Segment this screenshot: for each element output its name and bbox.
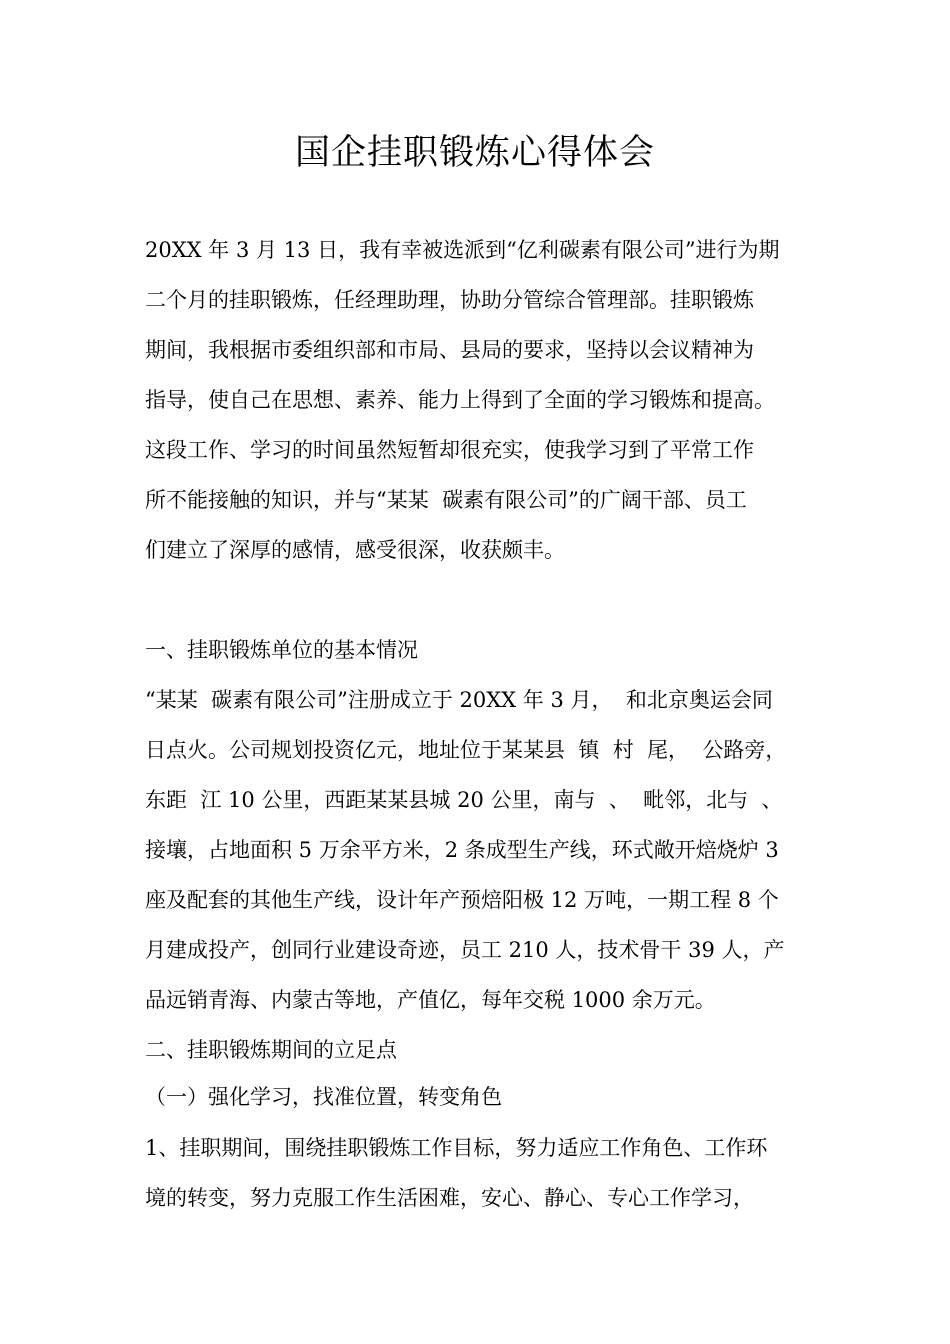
- paragraph-line: 指导，使自己在思想、素养、能力上得到了全面的学习锻炼和提高。: [145, 388, 775, 412]
- section-heading: 二、挂职锻炼期间的立足点: [145, 1038, 397, 1062]
- subsection-heading: （一）强化学习，找准位置，转变角色: [145, 1085, 502, 1109]
- paragraph-line: 座及配套的其他生产线，设计年产预焙阳极 12 万吨，一期工程 8 个: [145, 888, 779, 912]
- paragraph-line: 这段工作、学习的时间虽然短暂却很充实，使我学习到了平常工作: [145, 438, 754, 462]
- paragraph-line: 所不能接触的知识，并与“某某 碳素有限公司”的广阔干部、员工: [145, 488, 747, 512]
- paragraph-line: 品远销青海、内蒙古等地，产值亿，每年交税 1000 余万元。: [145, 988, 716, 1012]
- paragraph-line: 们建立了深厚的感情，感受很深，收获颇丰。: [145, 538, 565, 562]
- paragraph-line: 1、挂职期间，围绕挂职锻炼工作目标，努力适应工作角色、工作环: [145, 1136, 768, 1160]
- paragraph-line: 接壤，占地面积 5 万余平方米，2 条成型生产线，环式敞开焙烧炉 3: [145, 838, 779, 862]
- paragraph-line: 期间，我根据市委组织部和市局、县局的要求，坚持以会议精神为: [145, 338, 754, 362]
- paragraph-line: 20XX 年 3 月 13 日，我有幸被选派到“亿利碳素有限公司”进行为期: [145, 238, 780, 262]
- paragraph-line: 月建成投产，创同行业建设奇迹，员工 210 人，技术骨干 39 人，产: [145, 938, 785, 962]
- paragraph-line: 日点火。公司规划投资亿元，地址位于某某县 镇 村 尾， 公路旁，: [145, 738, 787, 762]
- paragraph-line: 东距 江 10 公里，西距某某县城 20 公里，南与 、 毗邻，北与 、: [145, 788, 783, 812]
- paragraph-line: 境的转变，努力克服工作生活困难，安心、静心、专心工作学习，: [145, 1186, 754, 1210]
- paragraph-line: “某某 碳素有限公司”注册成立于 20XX 年 3 月， 和北京奥运会同: [145, 688, 773, 712]
- paragraph-line: 二个月的挂职锻炼，任经理助理，协助分管综合管理部。挂职锻炼: [145, 288, 754, 312]
- section-heading: 一、挂职锻炼单位的基本情况: [145, 638, 418, 662]
- document-title: 国企挂职锻炼心得体会: [294, 133, 655, 173]
